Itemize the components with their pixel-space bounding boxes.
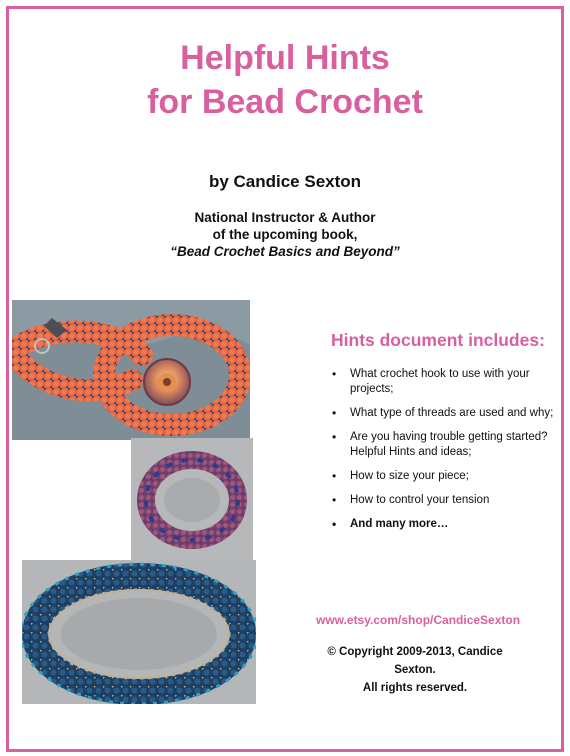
- copyright-line-2: All rights reserved.: [362, 682, 468, 694]
- list-item: • And many more…: [332, 517, 562, 532]
- hints-list: [332, 367, 562, 541]
- teal-beaded-bangle-photo: [22, 560, 256, 704]
- title-line-1: Helpful Hints: [180, 39, 390, 77]
- credentials-line-1: National Instructor & Author: [194, 210, 376, 225]
- list-item: • How to size your piece;: [332, 469, 562, 484]
- hints-heading: Hints document includes:: [331, 330, 545, 350]
- coral-spiral-bracelet-photo: [12, 300, 250, 440]
- book-title: “Bead Crochet Basics and Beyond”: [170, 244, 400, 259]
- list-item: • What type of threads are used and why;: [332, 406, 562, 421]
- purple-twist-bracelet-photo: [131, 438, 253, 562]
- shop-url-link[interactable]: www.etsy.com/shop/CandiceSexton: [316, 613, 521, 627]
- copyright-notice: [310, 643, 520, 697]
- credentials-line-2: of the upcoming book,: [212, 227, 358, 242]
- author-byline: by Candice Sexton: [208, 172, 362, 191]
- page-title: [0, 36, 570, 124]
- copyright-line-1: © Copyright 2009-2013, Candice Sexton.: [327, 646, 503, 676]
- list-item: • What crochet hook to use with your projects;: [332, 367, 562, 397]
- author-credentials: [0, 209, 570, 260]
- list-item: • How to control your tension: [332, 493, 562, 508]
- title-line-2: for Bead Crochet: [147, 83, 423, 121]
- list-item: • Are you having trouble getting started? Helpful Hints and ideas;: [332, 430, 562, 460]
